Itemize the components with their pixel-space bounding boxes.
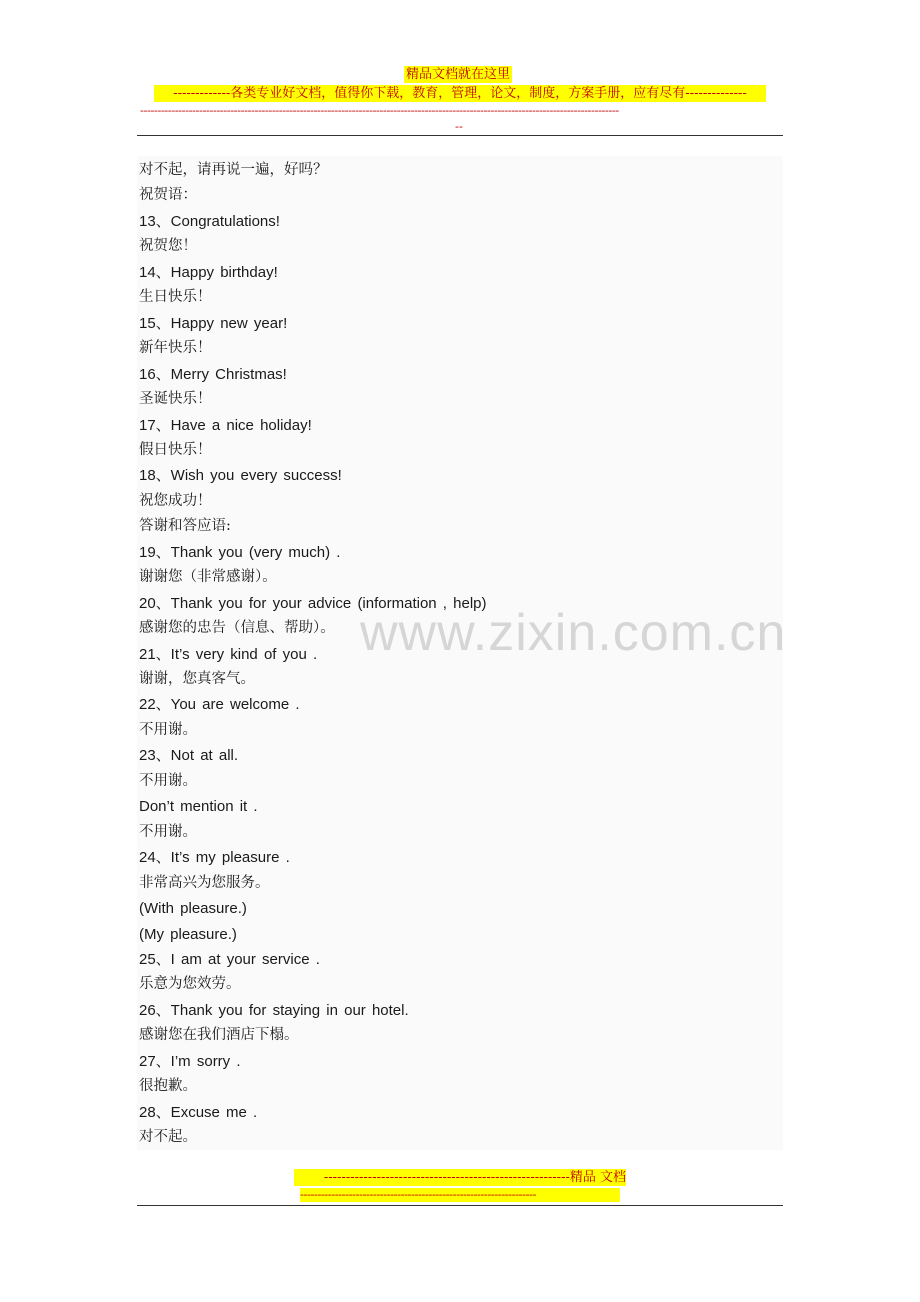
- text-line: 答谢和答应语:: [139, 518, 231, 535]
- text-line: 13、Congratulations!: [139, 212, 280, 230]
- text-line: 21、It’s very kind of you .: [139, 645, 318, 663]
- text-line: 祝您成功！: [139, 492, 212, 509]
- text-line: 16、Merry Christmas!: [139, 365, 287, 383]
- text-line: 15、Happy new year!: [139, 314, 288, 332]
- text-line: Don’t mention it .: [139, 798, 258, 816]
- text-line: 不用谢。: [139, 823, 197, 840]
- text-line: 不用谢。: [139, 721, 197, 738]
- text-line: 很抱歉。: [139, 1078, 197, 1095]
- footer-banner: --------------------------------------------------------精品 文档: [294, 1169, 626, 1186]
- text-line: 感谢您在我们酒店下榻。: [139, 1027, 299, 1044]
- text-line: 新年快乐！: [139, 340, 212, 357]
- text-line: 20、Thank you for your advice (information , help): [139, 594, 487, 612]
- text-line: 假日快乐！: [139, 441, 212, 458]
- text-line: (With pleasure.): [139, 900, 247, 918]
- text-line: 祝贺语：: [139, 187, 197, 204]
- header-dash-tail: --: [455, 120, 463, 133]
- text-line: 17、Have a nice holiday!: [139, 416, 312, 434]
- text-line: 23、Not at all.: [139, 747, 239, 765]
- text-line: 对不起。: [139, 1129, 197, 1146]
- text-line: 19、Thank you (very much) .: [139, 543, 341, 561]
- footer-dash-line: --------------------------------------------------------------------: [300, 1188, 620, 1202]
- text-line: 圣诞快乐！: [139, 391, 212, 408]
- header-title: 精品文档就在这里: [406, 67, 511, 82]
- text-line: 谢谢您（非常感谢）。: [139, 569, 277, 586]
- text-line: 谢谢，您真客气。: [139, 671, 255, 687]
- text-line: 对不起，请再说一遍，好吗？: [139, 162, 328, 178]
- text-line: 24、It’s my pleasure .: [139, 849, 290, 867]
- watermark: www.zixin.com.cn: [360, 604, 787, 662]
- text-line: 26、Thank you for staying in our hotel.: [139, 1001, 409, 1019]
- header-rule: [137, 135, 783, 136]
- text-line: 祝贺您！: [139, 238, 197, 255]
- text-line: 27、I’m sorry .: [139, 1052, 241, 1070]
- text-line: 乐意为您效劳。: [139, 976, 241, 993]
- text-line: (My pleasure.): [139, 925, 237, 943]
- text-line: 感谢您的忠告（信息、帮助）。: [139, 620, 335, 637]
- footer-rule: [137, 1205, 783, 1206]
- text-line: 18、Wish you every success!: [139, 467, 342, 485]
- text-line: 14、Happy birthday!: [139, 263, 278, 281]
- text-line: 不用谢。: [139, 772, 197, 789]
- header-banner: -------------各类专业好文档，值得你下载，教育，管理，论文，制度，方案手册，应有尽有--------------: [154, 85, 766, 102]
- header-dash-line: ------------------------------------------------------------------------------------------------------------------------------------------: [140, 104, 619, 117]
- text-line: 22、You are welcome .: [139, 696, 300, 714]
- text-line: 非常高兴为您服务。: [139, 874, 270, 891]
- text-line: 25、I am at your service .: [139, 950, 320, 968]
- text-line: 生日快乐！: [139, 289, 212, 306]
- text-line: 28、Excuse me .: [139, 1103, 258, 1121]
